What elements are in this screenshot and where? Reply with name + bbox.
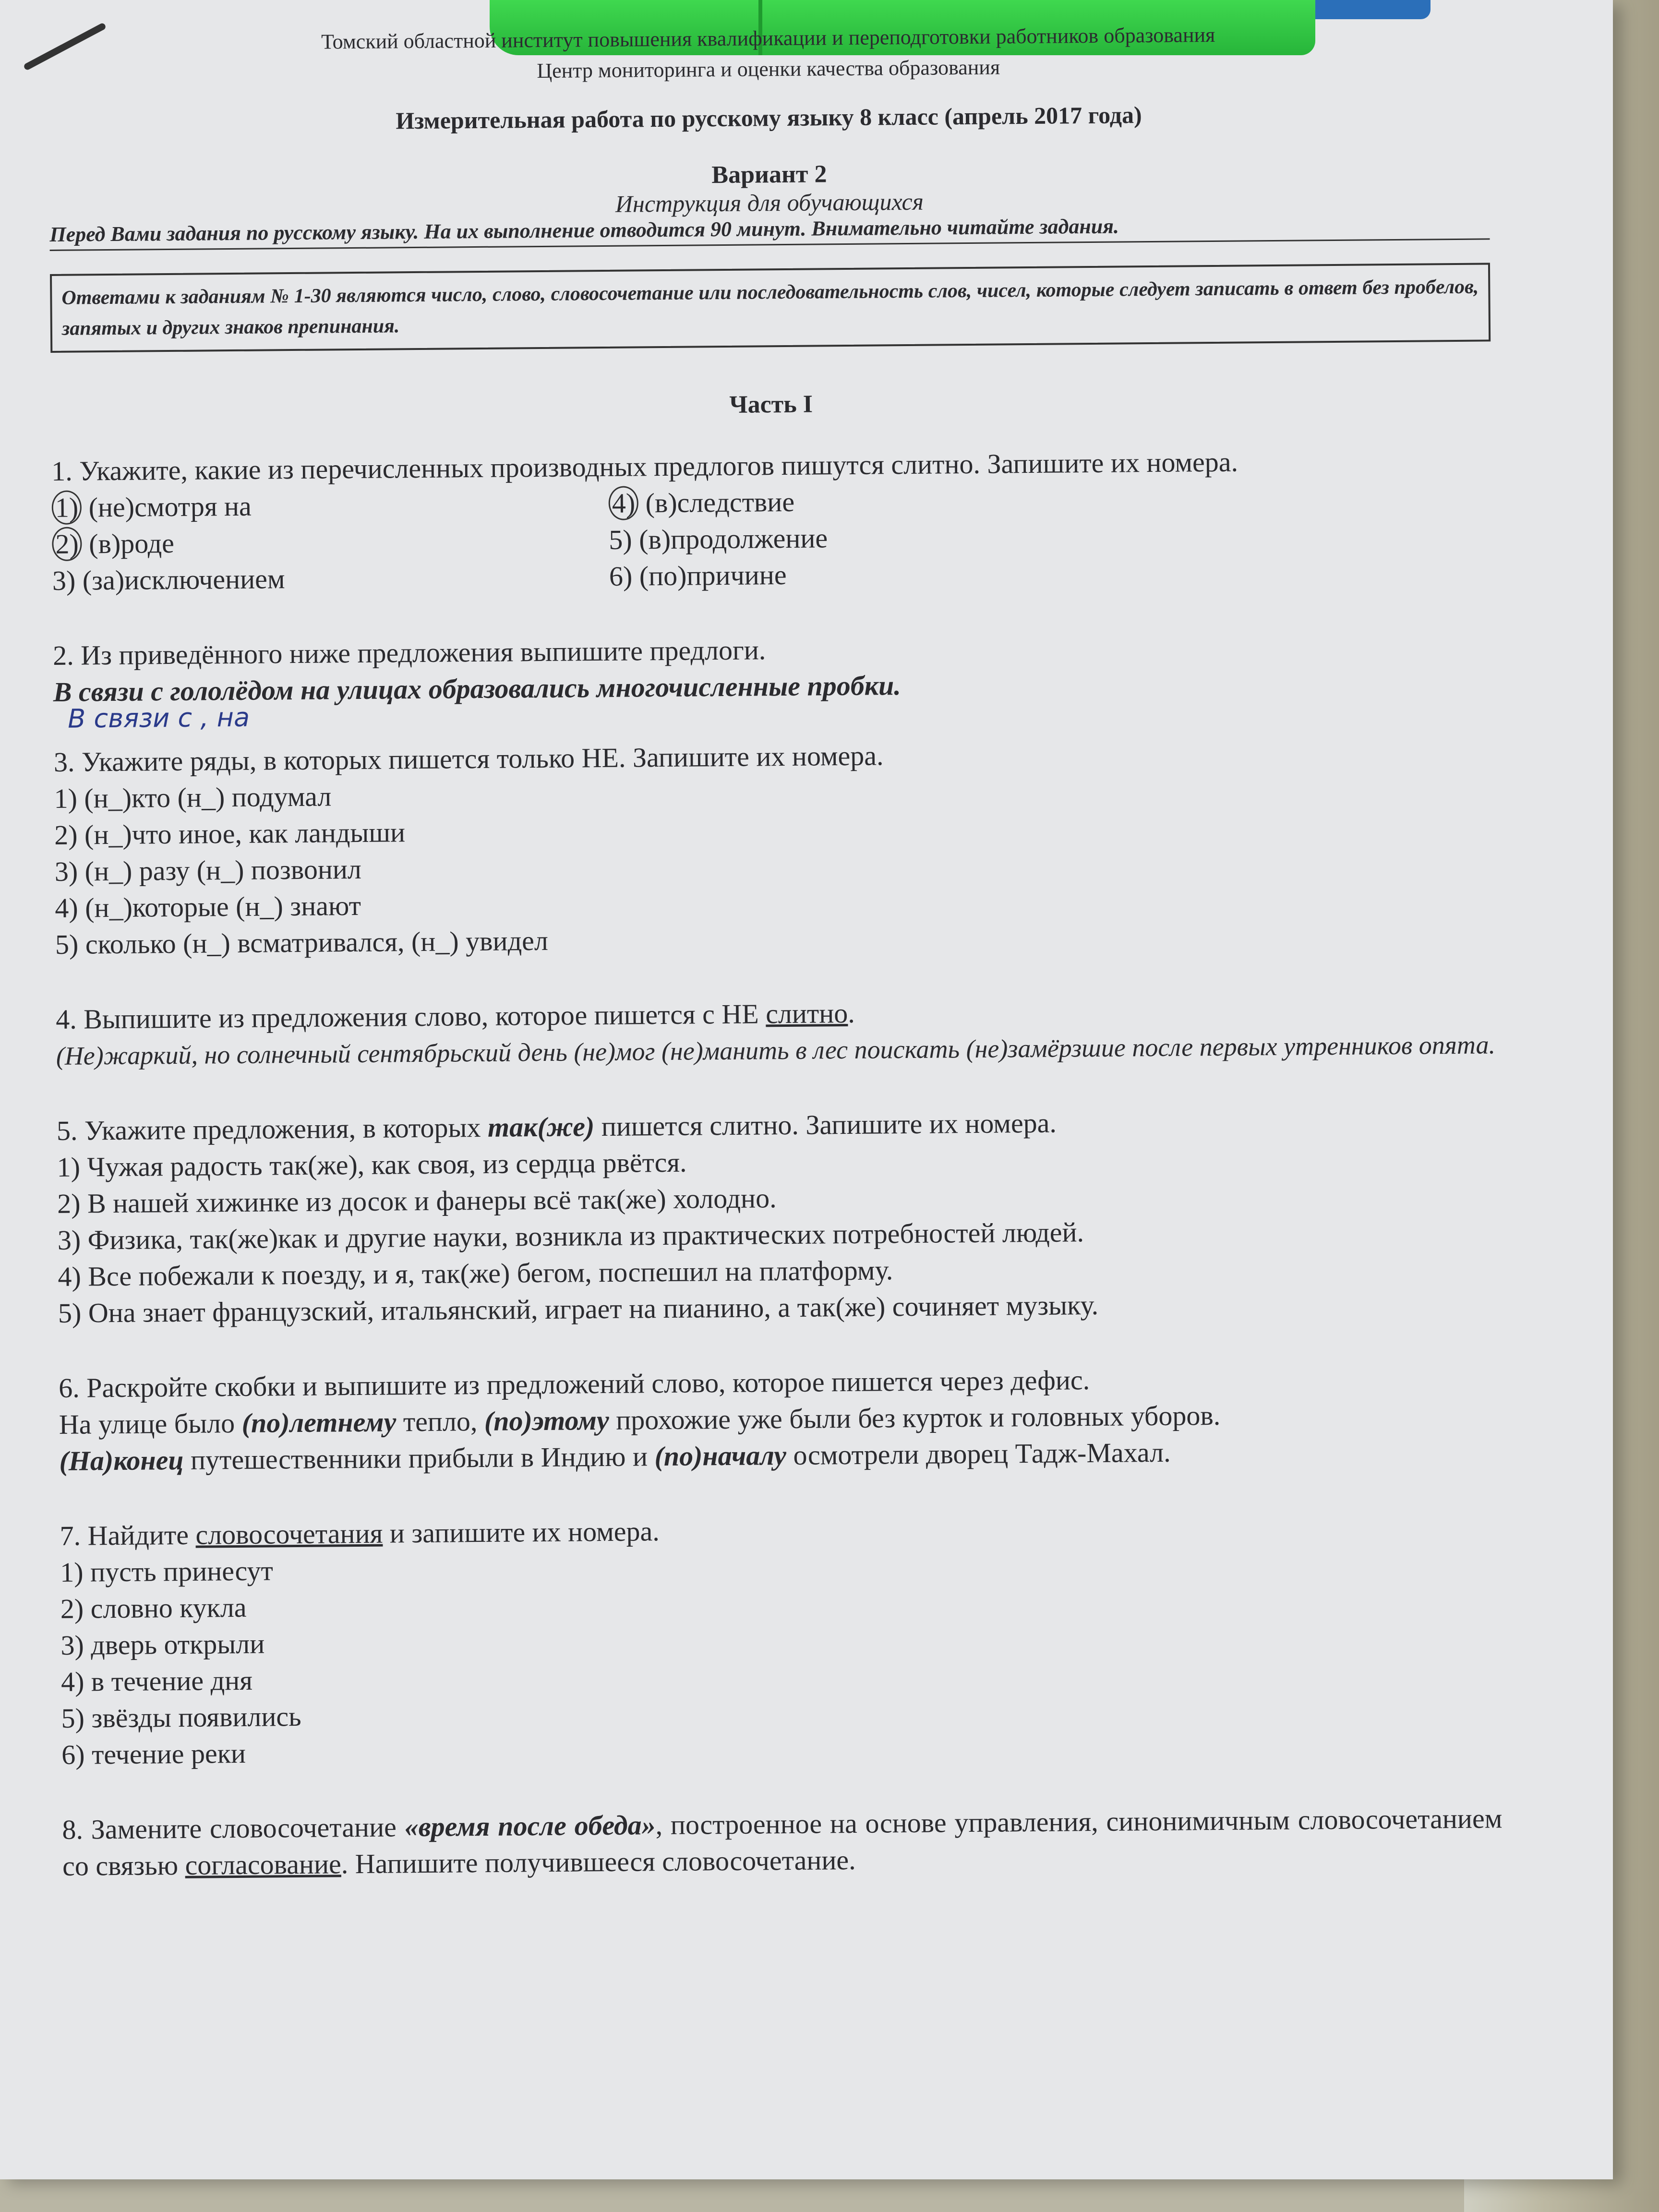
q7-option: 3) дверь открыли: [60, 1628, 265, 1661]
question-6-sentence-1: На улице было (по)летнему тепло, (по)этому прохожие уже были без курток и головных уборов.: [59, 1399, 1221, 1440]
instruction-title: Инструкция для обучающихся: [615, 188, 924, 217]
institute-name: Томский областной институт повышения квалификации и переподготовки работников образования: [321, 23, 1215, 54]
question-6: [59, 1358, 1500, 1479]
blue-marker: [1315, 0, 1431, 19]
circled-number: 2): [52, 527, 82, 561]
question-1-options: [52, 478, 1493, 599]
document-content: [48, 17, 1503, 1923]
question-1: [51, 442, 1492, 599]
question-3-text: 3. Укажите ряды, в которых пишется только НЕ. Запишите их номера.: [53, 740, 884, 778]
question-2-sentence: В связи с гололёдом на улицах образовались многочисленные пробки.: [53, 670, 902, 708]
q7-option: 4) в течение дня: [60, 1664, 253, 1697]
q5-option: 4) Все побежали к поезду, и я, так(же) бегом, поспешил на платформу.: [58, 1254, 893, 1292]
question-4: [56, 990, 1496, 1074]
q3-option: 1) (н_)кто (н_) подумал: [54, 781, 332, 814]
question-5-text: 5. Укажите предложения, в которых так(же) пишется слитно. Запишите их номера.: [56, 1107, 1057, 1146]
question-6-text: 6. Раскройте скобки и выпишите из предложений слово, которое пишется через дефис.: [58, 1364, 1090, 1404]
question-7: [60, 1506, 1502, 1773]
q1-option-4: 4) (в)следствие: [609, 481, 1185, 521]
center-name: Центр мониторинга и оценки качества образования: [537, 55, 1000, 83]
q5-option: 2) В нашей хижинке из досок и фанеры всё так(же) холодно.: [57, 1182, 777, 1219]
variant-label: Вариант 2: [711, 160, 827, 189]
part-heading: Часть I: [729, 390, 813, 419]
q3-option: 2) (н_)что иное, как ландыши: [54, 817, 406, 851]
q3-option: 5) сколько (н_) всматривался, (н_) увидел: [55, 925, 548, 960]
q1-option-2: 2) (в)роде: [52, 522, 609, 563]
question-5: [57, 1101, 1498, 1332]
q1-option-3: 3) (за)исключением: [52, 563, 285, 596]
q7-option: 5) звёзды появились: [61, 1700, 301, 1734]
q5-option: 1) Чужая радость так(же), как своя, из сердца рвётся.: [57, 1146, 687, 1183]
circled-number: 1): [52, 490, 82, 524]
question-4-sentence: (Не)жаркий, но солнечный сентябрьский день (не)мог (не)манить в лес поискать (не)замёрзшие после первых утренников опята.: [56, 1030, 1496, 1070]
handwritten-answer: В связи с , на: [68, 702, 250, 734]
q1-option-1: 1) (не)смотря на: [52, 485, 609, 526]
question-4-text: 4. Выпишите из предложения слово, которое пишется с НЕ слитно.: [55, 997, 855, 1035]
q1-option-5: 5) (в)продолжение: [609, 522, 828, 555]
question-3: [54, 723, 1496, 963]
q5-option: 3) Физика, так(же)как и другие науки, возникла из практических потребностей людей.: [57, 1216, 1084, 1256]
question-2-text: 2. Из приведённого ниже предложения выпишите предлоги.: [52, 634, 766, 671]
q7-option: 1) пусть принесут: [60, 1555, 274, 1588]
document-title: Измерительная работа по русскому языку 8 класс (апрель 2017 года): [396, 101, 1142, 134]
question-8: [62, 1800, 1503, 1885]
q1-option-6: 6) (по)причине: [609, 559, 787, 592]
question-6-sentence-2: (На)конец путешественники прибыли в Индию и (по)началу осмотрели дворец Тадж-Махал.: [59, 1436, 1171, 1477]
circled-number: 4): [609, 486, 639, 520]
question-7-text: 7. Найдите словосочетания и запишите их номера.: [60, 1515, 660, 1551]
question-8-text: 8. Замените словосочетание «время после обеда», построенное на основе управления, синонимичным словосочетанием со связью согласование. Напишите получившееся словосочетание.: [62, 1803, 1503, 1882]
instruction-text: Перед Вами задания по русскому языку. На их выполнение отводится 90 минут. Внимательно читайте задания.: [49, 211, 1490, 251]
q3-option: 3) (н_) разу (н_) позвонил: [54, 853, 362, 887]
q5-option: 5) Она знает французский, итальянский, играет на пианино, а так(же) сочиняет музыку.: [58, 1289, 1099, 1329]
q7-option: 2) словно кукла: [60, 1591, 247, 1624]
question-2: [52, 626, 1493, 734]
answer-format-box: Ответами к заданиям № 1-30 являются число, слово, словосочетание или последовательность слов, чисел, которые следует записать в ответ без пробелов, запятых и других знаков препинания.: [50, 263, 1491, 353]
question-1-text: 1. Укажите, какие из перечисленных производных предлогов пишутся слитно. Запишите их номера.: [51, 446, 1238, 487]
q3-option: 4) (н_)которые (н_) знают: [55, 890, 361, 924]
q7-option: 6) течение реки: [61, 1737, 246, 1770]
